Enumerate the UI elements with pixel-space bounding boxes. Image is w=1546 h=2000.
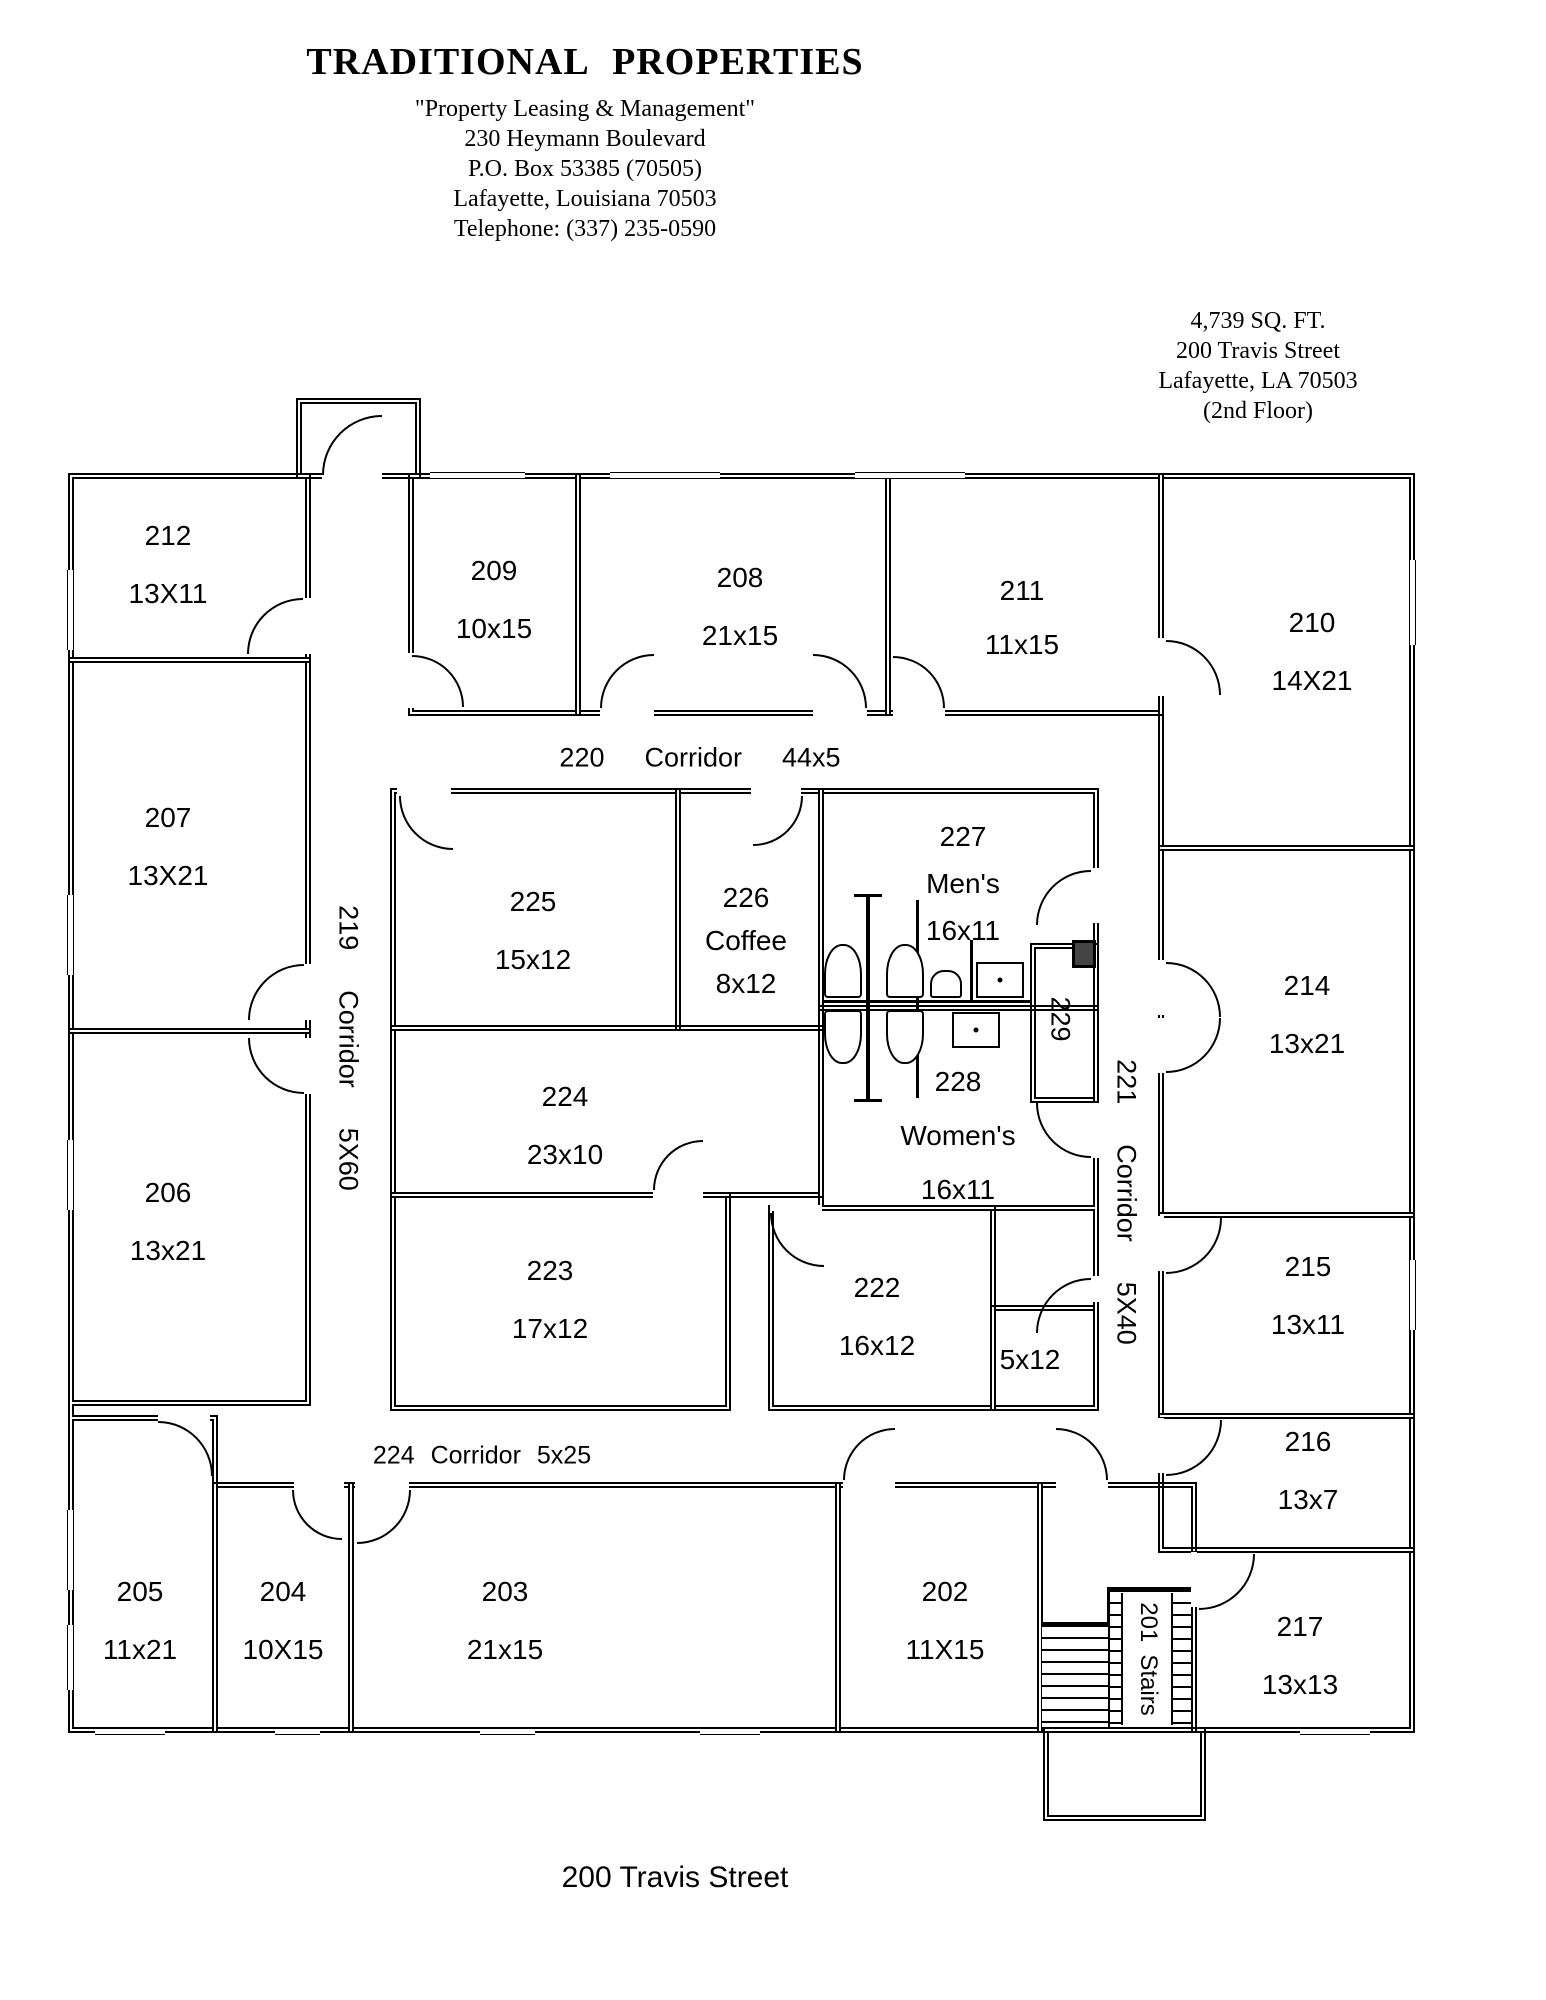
room-label-210: 210 14X21 bbox=[1271, 607, 1353, 696]
company-address-line2: P.O. Box 53385 (70505) bbox=[467, 156, 702, 182]
room-label-229: 229 bbox=[1045, 996, 1076, 1042]
room-label-211: 211 11x15 bbox=[984, 575, 1060, 660]
water-heater-icon bbox=[1072, 940, 1096, 968]
toilet-icon bbox=[824, 1010, 862, 1064]
partition bbox=[866, 896, 870, 1102]
toilet-icon bbox=[824, 944, 862, 998]
door-opening bbox=[1158, 1018, 1164, 1073]
partition bbox=[854, 894, 882, 897]
door-opening bbox=[397, 788, 451, 794]
room-label-212: 212 13X11 bbox=[128, 520, 208, 609]
door-opening bbox=[1158, 1216, 1164, 1271]
door-arc bbox=[1036, 1278, 1091, 1333]
room-label-223: 223 17x12 bbox=[511, 1255, 589, 1344]
room-label-226: 226 Coffee 8x12 bbox=[705, 882, 787, 999]
door-opening bbox=[1158, 960, 1164, 1015]
window-marker bbox=[700, 1728, 760, 1735]
door-opening bbox=[600, 710, 654, 716]
room-label-228: 228 Women's 16x11 bbox=[900, 1066, 1016, 1205]
window-marker bbox=[67, 570, 74, 650]
room-label-203: 203 21x15 bbox=[466, 1576, 544, 1665]
company-tagline: "Property Leasing & Management" bbox=[414, 96, 756, 122]
door-opening bbox=[770, 1205, 822, 1211]
toilet-icon bbox=[886, 944, 924, 998]
letterhead bbox=[0, 40, 1170, 244]
room-label-208: 208 21x15 bbox=[701, 562, 779, 651]
sink-icon bbox=[930, 970, 962, 998]
window-marker bbox=[95, 1728, 165, 1735]
corridor-220-label: 220 Corridor 44x5 bbox=[559, 742, 841, 773]
stairs-label: 201 Stairs bbox=[1135, 1602, 1162, 1716]
door-opening bbox=[813, 710, 867, 716]
company-phone: Telephone: (337) 235-0590 bbox=[453, 216, 717, 242]
door-opening bbox=[355, 1482, 409, 1488]
street-label: 200 Travis Street bbox=[561, 1861, 789, 1894]
window-marker bbox=[67, 1625, 74, 1690]
room-label-215: 215 13x11 bbox=[1270, 1251, 1346, 1340]
property-sqft: 4,739 SQ. FT. bbox=[1190, 308, 1326, 334]
stair-treads bbox=[1042, 1622, 1108, 1727]
sink-icon bbox=[952, 1012, 1000, 1048]
room-label-225: 225 15x12 bbox=[494, 886, 572, 975]
company-address-line3: Lafayette, Louisiana 70503 bbox=[453, 186, 717, 212]
door-opening bbox=[1093, 1103, 1099, 1158]
door-opening bbox=[751, 788, 801, 794]
door-opening bbox=[158, 1415, 210, 1421]
door-arc bbox=[1056, 1428, 1108, 1480]
company-address-line1: 230 Heymann Boulevard bbox=[464, 126, 706, 152]
window-marker bbox=[275, 1728, 320, 1735]
window-marker bbox=[480, 1728, 535, 1735]
toilet-icon bbox=[886, 1010, 924, 1064]
property-info bbox=[1073, 306, 1443, 426]
room-label-209: 209 10x15 bbox=[455, 555, 533, 644]
door-opening bbox=[1056, 1482, 1108, 1488]
partition bbox=[970, 940, 973, 1000]
door-opening bbox=[1158, 1418, 1164, 1473]
door-opening bbox=[1191, 1552, 1197, 1607]
room-label-222: 222 16x12 bbox=[838, 1272, 916, 1361]
property-city: Lafayette, LA 70503 bbox=[1158, 368, 1358, 394]
window-marker bbox=[1409, 560, 1416, 645]
room-203 bbox=[348, 1482, 841, 1733]
window-marker bbox=[855, 472, 965, 479]
door-opening bbox=[305, 964, 311, 1020]
door-opening bbox=[1093, 868, 1099, 923]
partition bbox=[824, 1000, 1032, 1003]
company-name: TRADITIONAL PROPERTIES bbox=[306, 41, 864, 83]
door-opening bbox=[653, 1192, 703, 1198]
door-opening bbox=[305, 598, 311, 654]
window-marker bbox=[67, 1140, 74, 1210]
wall-segment bbox=[68, 1404, 74, 1417]
corridor-219-label: 219 Corridor 5X60 bbox=[333, 905, 364, 1191]
door-opening bbox=[1158, 638, 1164, 696]
partition bbox=[854, 1099, 882, 1102]
room-label-227: 227 Men's 16x11 bbox=[925, 821, 1001, 946]
door-opening bbox=[305, 1038, 311, 1094]
room-label-202: 202 11X15 bbox=[905, 1576, 985, 1665]
room-label-214: 214 13x21 bbox=[1268, 970, 1346, 1059]
room-label-204: 204 10X15 bbox=[242, 1576, 324, 1665]
room-label-217: 217 13x13 bbox=[1261, 1611, 1339, 1700]
door-opening bbox=[893, 710, 945, 716]
property-floor: (2nd Floor) bbox=[1203, 398, 1313, 424]
room-label-205: 205 11x21 bbox=[102, 1576, 178, 1665]
window-marker bbox=[1409, 1260, 1416, 1330]
room-label-216: 216 13x7 bbox=[1277, 1426, 1339, 1515]
door-opening bbox=[843, 1482, 895, 1488]
stair-landing-tab bbox=[1043, 1727, 1206, 1821]
room-label-224: 224 23x10 bbox=[526, 1081, 604, 1170]
door-arc bbox=[843, 1428, 895, 1480]
property-street: 200 Travis Street bbox=[1175, 338, 1340, 364]
window-marker bbox=[1300, 1728, 1370, 1735]
room-label-5x12: 5x12 bbox=[999, 1344, 1061, 1375]
corridor-221-label: 221 Corridor 5X40 bbox=[1111, 1059, 1142, 1345]
window-marker bbox=[610, 472, 720, 479]
window-marker bbox=[67, 1510, 74, 1590]
door-opening bbox=[1093, 1276, 1099, 1302]
room-224 bbox=[390, 1025, 824, 1198]
room-label-207: 207 13X21 bbox=[127, 802, 209, 891]
window-marker bbox=[430, 472, 525, 479]
window-marker bbox=[67, 895, 74, 975]
corridor-224-label: 224 Corridor 5x25 bbox=[372, 1441, 592, 1470]
door-opening bbox=[294, 1482, 344, 1488]
sink-icon bbox=[976, 962, 1024, 998]
room-label-206: 206 13x21 bbox=[129, 1177, 207, 1266]
